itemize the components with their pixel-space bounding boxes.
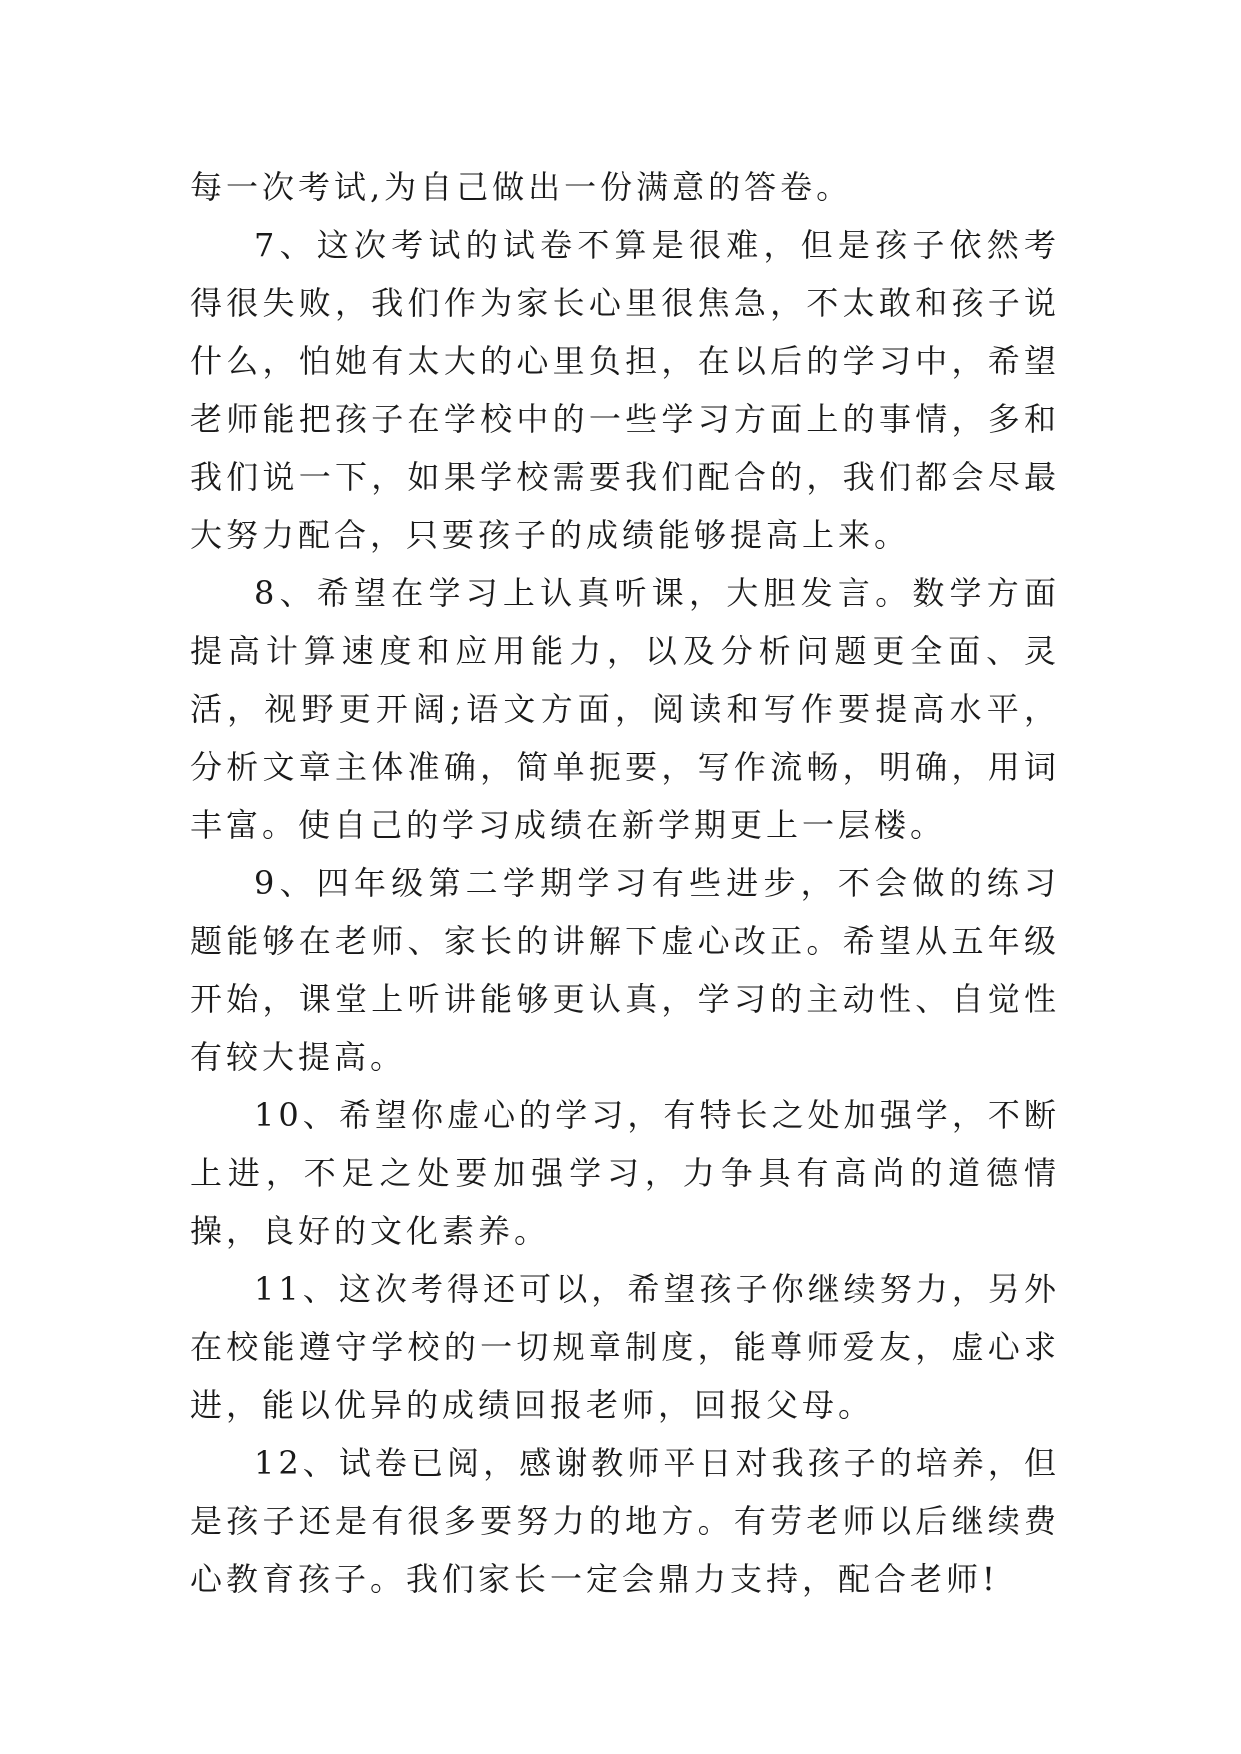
paragraph-continuation: 每一次考试,为自己做出一份满意的答卷。 [190,168,853,206]
paragraph-item-8: 8、希望在学习上认真听课，大胆发言。数学方面提高计算速度和应用能力，以及分析问题更全面、灵活，视野更开阔;语文方面，阅读和写作要提高水平，分析文章主体准确，简单扼要，写作流畅，明确，用词丰富。使自己的学习成绩在新学期更上一层楼。 [190,574,1060,844]
paragraph-item-9: 9、四年级第二学期学习有些进步，不会做的练习题能够在老师、家长的讲解下虚心改正。希望从五年级开始，课堂上听讲能够更认真，学习的主动性、自觉性有较大提高。 [190,864,1060,1076]
paragraph-item-10: 10、希望你虚心的学习，有特长之处加强学，不断上进，不足之处要加强学习，力争具有高尚的道德情操，良好的文化素养。 [190,1096,1060,1250]
paragraph-item-12: 12、试卷已阅，感谢教师平日对我孩子的培养，但是孩子还是有很多要努力的地方。有劳老师以后继续费心教育孩子。我们家长一定会鼎力支持，配合老师! [190,1444,1060,1598]
paragraph-item-7: 7、这次考试的试卷不算是很难，但是孩子依然考得很失败，我们作为家长心里很焦急，不太敢和孩子说什么，怕她有太大的心里负担，在以后的学习中，希望老师能把孩子在学校中的一些学习方面上的事情，多和我们说一下，如果学校需要我们配合的，我们都会尽最大努力配合，只要孩子的成绩能够提高上来。 [190,226,1060,554]
document-body [190,158,1060,1608]
paragraph-item-11: 11、这次考得还可以，希望孩子你继续努力，另外在校能遵守学校的一切规章制度，能尊师爱友，虚心求进，能以优异的成绩回报老师，回报父母。 [190,1270,1060,1424]
